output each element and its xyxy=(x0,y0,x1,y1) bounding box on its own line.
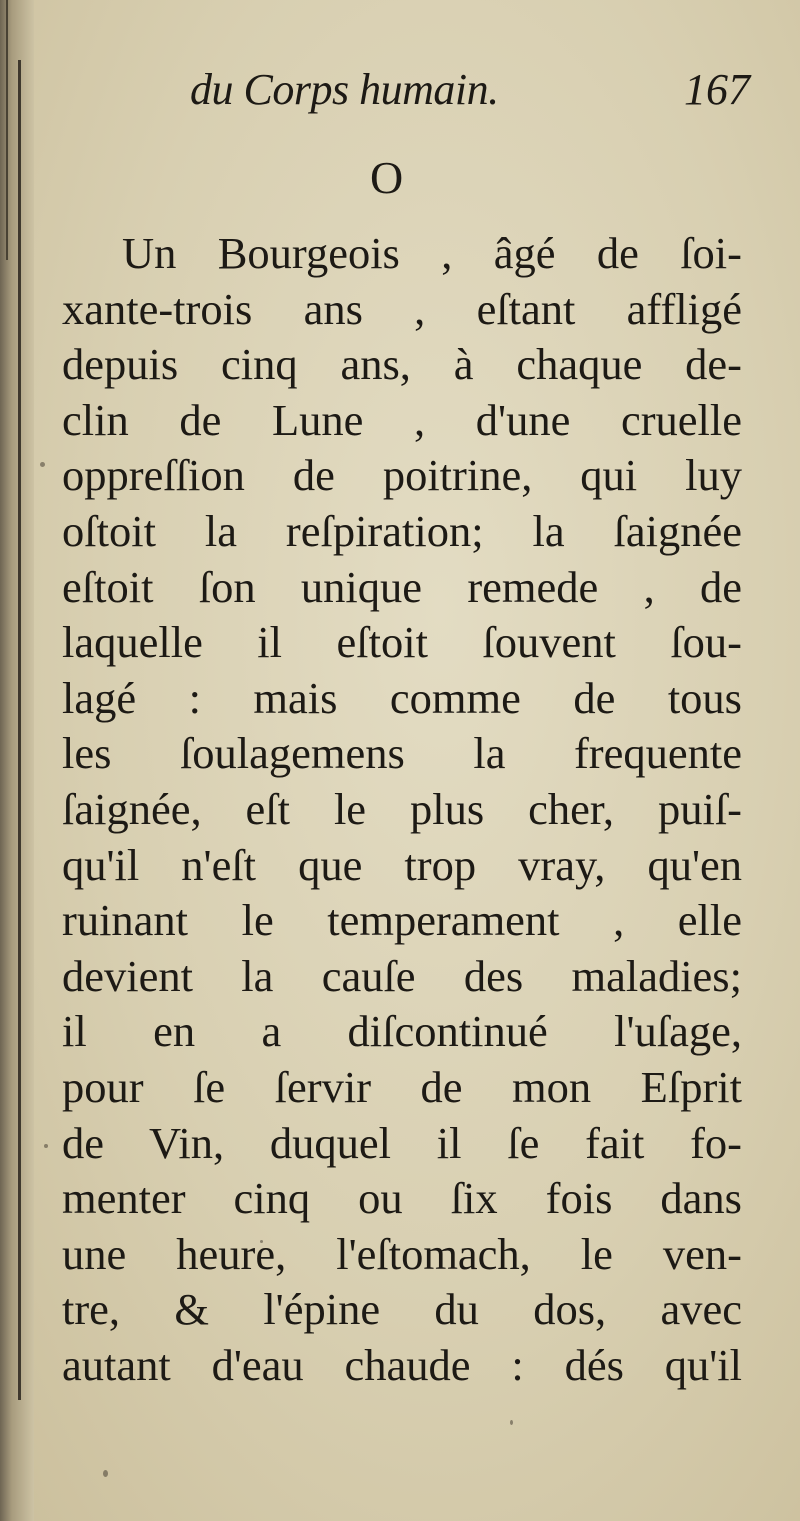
text-line: devient la cauſe des maladies; xyxy=(62,950,742,1001)
text-line: une heure, l'eſtomach, le ven- xyxy=(62,1228,742,1279)
text-line: les ſoulagemens la frequente xyxy=(62,728,742,779)
section-letter: O xyxy=(370,152,404,203)
text-line: Un Bourgeois , âgé de ſoi- xyxy=(122,228,742,278)
text-line: ſaignée, eſt le plus cher, puiſ- xyxy=(62,783,742,834)
text-line: menter cinq ou ſix fois dans xyxy=(62,1173,742,1224)
running-title: du Corps humain. xyxy=(190,65,499,114)
text-line: il en a diſcontinué l'uſage, xyxy=(62,1006,742,1057)
text-line: oſtoit la reſpiration; la ſaignée xyxy=(62,505,742,556)
text-line: autant d'eau chaude : dés qu'il xyxy=(62,1339,742,1390)
text-line: de Vin, duquel il ſe fait fo- xyxy=(62,1117,742,1168)
text-line: lagé : mais comme de tous xyxy=(62,672,742,723)
text-line: depuis cinq ans, à chaque de- xyxy=(62,339,742,390)
page-header xyxy=(190,62,750,122)
text-line: pour ſe ſervir de mon Eſprit xyxy=(62,1061,742,1112)
text-line: eſtoit ſon unique remede , de xyxy=(62,561,742,612)
text-line: laquelle il eſtoit ſouvent ſou- xyxy=(62,617,742,668)
text-line: qu'il n'eſt que trop vray, qu'en xyxy=(62,839,742,890)
binding-edge xyxy=(18,60,21,1400)
text-line: clin de Lune , d'une cruelle xyxy=(62,394,742,445)
text-line: xante-trois ans , eſtant affligé xyxy=(62,283,742,334)
page-number: 167 xyxy=(684,65,750,114)
body-paragraph xyxy=(62,226,742,1393)
text-line: oppreſſion de poitrine, qui luy xyxy=(62,450,742,501)
text-line: ruinant le temperament , elle xyxy=(62,895,742,946)
text-line: tre, & l'épine du dos, avec xyxy=(62,1284,742,1335)
binding-edge-outer xyxy=(6,0,8,260)
